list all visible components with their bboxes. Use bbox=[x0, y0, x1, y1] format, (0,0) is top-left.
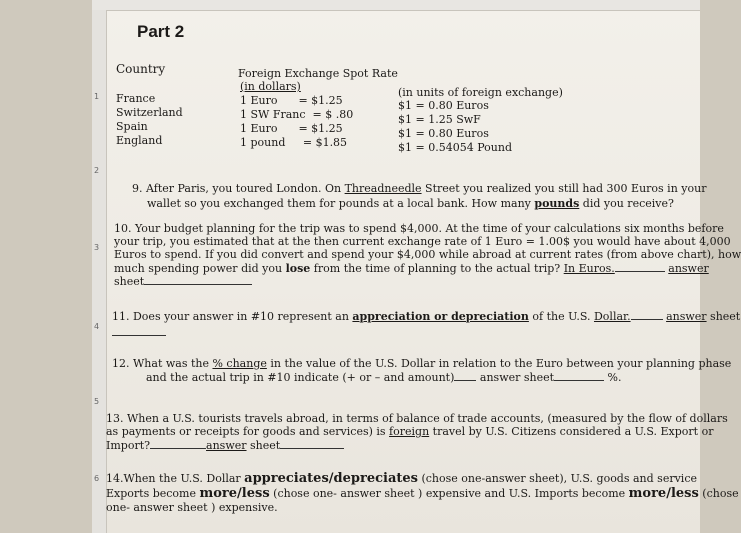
dollar-rate-spain: 1 Euro = $1.25 bbox=[240, 122, 343, 135]
q11-blank-line[interactable] bbox=[112, 335, 166, 336]
spot-rate-header: Foreign Exchange Spot Rate bbox=[238, 67, 398, 80]
vertical-ruler[interactable] bbox=[92, 10, 107, 533]
ruler-mark-6: 6 bbox=[94, 474, 100, 483]
ruler-mark-5: 5 bbox=[94, 397, 100, 406]
ruler-mark-1: 1 bbox=[94, 92, 100, 101]
question-10-line-2: your trip, you estimated that at the then current exchange rate of 1 Euro = 1.00$ you would have about 4,000 bbox=[114, 235, 731, 248]
ruler-mark-3: 3 bbox=[94, 243, 100, 252]
q13-answer-blank[interactable] bbox=[150, 438, 206, 449]
foreign-rate-switzerland: $1 = 1.25 SwF bbox=[398, 113, 481, 126]
ruler-mark-4: 4 bbox=[94, 322, 100, 331]
foreign-units-header: (in units of foreign exchange) bbox=[398, 86, 563, 99]
question-9-line-2: wallet so you exchanged them for pounds at a local bank. How many pounds did you receive? bbox=[147, 197, 674, 210]
question-12-line-2: and the actual trip in #10 indicate (+ or – and amount) answer sheet %. bbox=[146, 371, 622, 384]
foreign-rate-france: $1 = 0.80 Euros bbox=[398, 99, 489, 112]
ruler-mark-2: 2 bbox=[94, 166, 100, 175]
dollar-rate-england: 1 pound = $1.85 bbox=[240, 136, 348, 149]
q10-answer-blank[interactable] bbox=[615, 261, 665, 272]
question-10-line-3: Euros to spend. If you did convert and spend your $4,000 while abroad at current rates (from above chart), how bbox=[114, 248, 741, 261]
question-13-line-1: 13. When a U.S. tourists travels abroad, in terms of balance of trade accounts, (measured by the flow of dollars bbox=[106, 412, 728, 425]
question-9-line-1: 9. After Paris, you toured London. On Threadneedle Street you realized you still had 300 Euros in your bbox=[132, 182, 707, 195]
question-13-line-2: as payments or receipts for goods and services) is foreign travel by U.S. Citizens considered a U.S. Export or bbox=[106, 425, 714, 438]
q10-sheet-blank[interactable] bbox=[144, 274, 252, 285]
in-dollars-header: (in dollars) bbox=[240, 80, 301, 93]
question-14-line-3: one- answer sheet ) expensive. bbox=[106, 501, 278, 514]
q12-blank-1[interactable] bbox=[454, 370, 476, 381]
dollar-rate-switzerland: 1 SW Franc = $ .80 bbox=[240, 108, 354, 121]
question-10-line-5: sheet bbox=[114, 274, 252, 289]
question-12-line-1: 12. What was the % change in the value of the U.S. Dollar in relation to the Euro between your planning phase bbox=[112, 357, 732, 370]
country-france: France bbox=[116, 92, 156, 105]
question-10-line-1: 10. Your budget planning for the trip was to spend $4,000. At the time of your calculations six months before bbox=[114, 222, 724, 235]
question-14-line-1: 14.When the U.S. Dollar appreciates/depreciates (chose one-answer sheet), U.S. goods and service bbox=[106, 471, 697, 486]
q12-blank-2[interactable] bbox=[554, 370, 604, 381]
q11-answer-blank[interactable] bbox=[631, 309, 663, 320]
country-england: England bbox=[116, 134, 163, 147]
question-13-line-3: Import? answer sheet bbox=[106, 438, 344, 453]
foreign-rate-spain: $1 = 0.80 Euros bbox=[398, 127, 489, 140]
question-11-line-1: 11. Does your answer in #10 represent an appreciation or depreciation of the U.S. Dollar. answer sheet bbox=[112, 310, 741, 323]
country-switzerland: Switzerland bbox=[116, 106, 183, 119]
question-10-line-4: much spending power did you lose from the time of planning to the actual trip? In Euros. answer bbox=[114, 262, 709, 275]
horizontal-ruler[interactable] bbox=[92, 0, 700, 11]
country-spain: Spain bbox=[116, 120, 148, 133]
page-title: Part 2 bbox=[137, 22, 185, 41]
question-14-line-2: Exports become more/less (chose one- answer sheet ) expensive and U.S. Imports become more/less (chose bbox=[106, 486, 739, 501]
foreign-rate-england: $1 = 0.54054 Pound bbox=[398, 141, 512, 154]
q13-sheet-blank[interactable] bbox=[280, 438, 344, 449]
country-header: Country bbox=[116, 62, 166, 76]
dollar-rate-france: 1 Euro = $1.25 bbox=[240, 94, 343, 107]
